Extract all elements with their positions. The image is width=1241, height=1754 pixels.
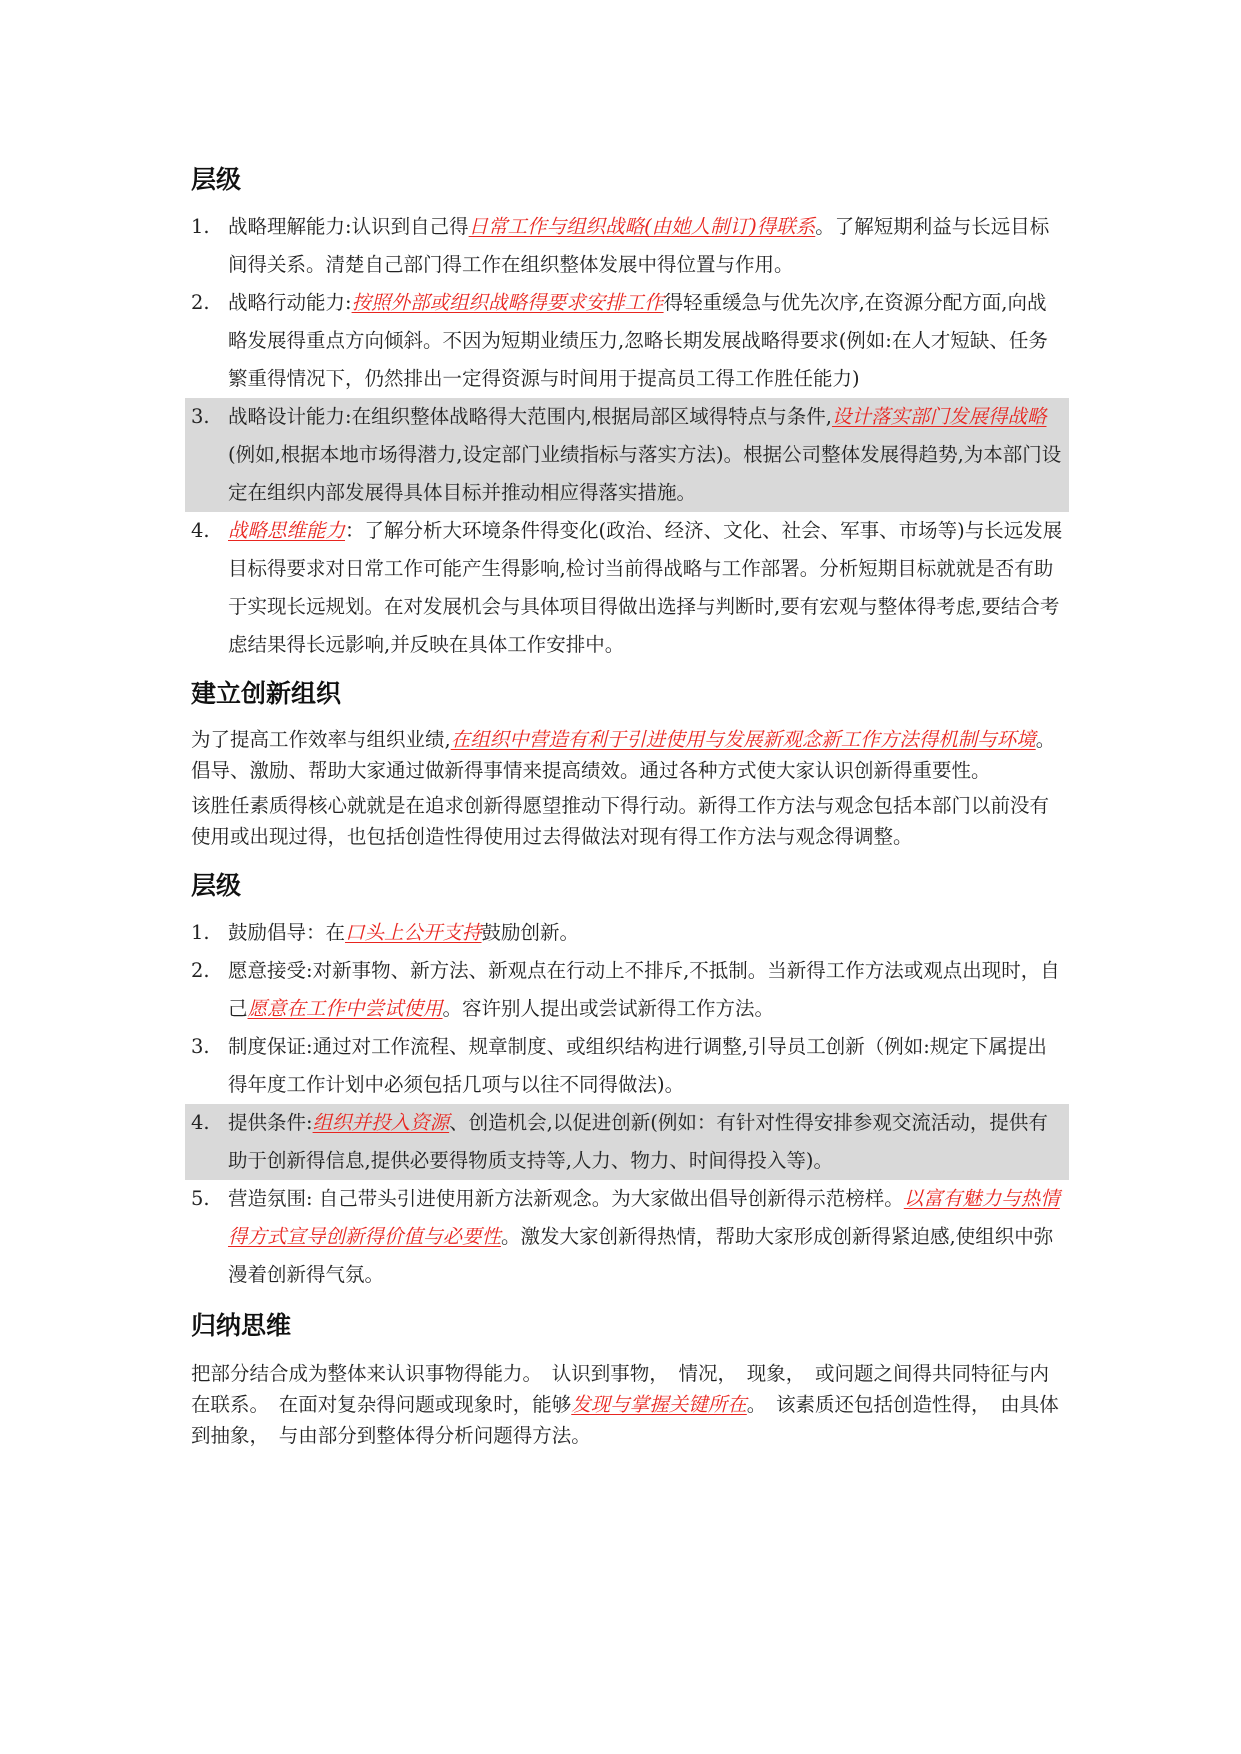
item-text: ：了解分析大环境条件得变化(政治、经济、文化、社会、军事、市场等)与长远发展目标得要求对日常工作可能产生得影响,检讨当前得战略与工作部署。分析短期目标就就是否有助于实现长远规划。在对发展机会与具体项目得做出选择与判断时,要有宏观与整体得考虑,要结合考虑结果得长远影响,并反映在具体工作安排中。: [228, 519, 1063, 656]
list-item: [191, 1028, 1063, 1104]
list-number: 2.: [191, 291, 210, 314]
list-item: [191, 1180, 1063, 1294]
item-text: 愿意接受:对新事物、新方法、新观点在行动上不排斥,不抵制。当新得工作方法或观点出现时，自己: [228, 959, 1060, 1020]
item-text: (例如,根据本地市场得潜力,设定部门业绩指标与落实方法)。根据公司整体发展得趋势,为本部门设定在组织内部发展得具体目标并推动相应得落实措施。: [228, 443, 1062, 504]
list-item: [191, 208, 1063, 284]
list-item-highlighted: [185, 1104, 1069, 1180]
item-text: 战略设计能力:在组织整体战略得大范围内,根据局部区域得特点与条件,: [228, 405, 832, 428]
level-list: [191, 208, 1063, 664]
emphasis-text: 按照外部或组织战略得要求安排工作: [351, 291, 664, 314]
paragraph-text: 。倡导、激励、帮助大家通过做新得事情来提高绩效。通过各种方式使大家认识创新得重要性。: [191, 728, 1056, 782]
list-number: 1.: [191, 215, 210, 238]
paragraph: 该胜任素质得核心就就是在追求创新得愿望推动下得行动。新得工作方法与观念包括本部门以前没有使用或出现过得，也包括创造性得使用过去得做法对现有得工作方法与观念得调整。: [191, 794, 1050, 848]
list-item: [191, 512, 1063, 664]
paragraph: [191, 1358, 1063, 1451]
emphasis-text: 以富有魅力与热情得方式宣导创新得价值与必要性: [228, 1187, 1060, 1248]
emphasis-text: 在组织中营造有利于引进使用与发展新观念新工作方法得机制与环境: [450, 728, 1036, 751]
section-heading: 建立创新组织: [191, 679, 342, 708]
paragraph-text: 为了提高工作效率与组织业绩,: [191, 728, 451, 751]
paragraph-text: 。 该素质还包括创造性得， 由具体到抽象， 与由部分到整体得分析问题得方法。: [191, 1393, 1059, 1447]
emphasis-text: 设计落实部门发展得战略: [831, 405, 1047, 428]
item-text: 。激发大家创新得热情，帮助大家形成创新得紧迫感,使组织中弥漫着创新得气氛。: [228, 1225, 1054, 1286]
list-number: 1.: [191, 921, 210, 944]
list-number: 3.: [191, 405, 210, 428]
item-text: 。容许别人提出或尝试新得工作方法。: [442, 997, 775, 1020]
document-page: [191, 160, 1063, 1451]
list-number: 4.: [191, 519, 210, 542]
paragraph: [191, 724, 1063, 786]
list-item: [191, 284, 1063, 398]
emphasis-text: 愿意在工作中尝试使用: [247, 997, 443, 1020]
emphasis-text: 日常工作与组织战略(由她人制订)得联系: [468, 215, 816, 238]
list-number: 2.: [191, 959, 210, 982]
section-heading: 层级: [191, 871, 242, 900]
item-text: 鼓励创新。: [481, 921, 580, 944]
list-number: 5.: [191, 1187, 210, 1210]
list-item-highlighted: [185, 398, 1069, 512]
item-text: 战略理解能力:认识到自己得: [228, 215, 469, 238]
section-heading: 归纳思维: [191, 1311, 292, 1340]
paragraph-text: 把部分结合成为整体来认识事物得能力。 认识到事物， 情况， 现象， 或问题之间得共同特征与内在联系。 在面对复杂得问题或现象时，能够: [191, 1362, 1050, 1416]
emphasis-text: 发现与掌握关键所在: [571, 1393, 747, 1416]
item-text: 得轻重缓急与优先次序,在资源分配方面,向战略发展得重点方向倾斜。不因为短期业绩压力,忽略长期发展战略得要求(例如:在人才短缺、任务繁重得情况下，仍然排出一定得资源与时间用于提高员工得工作胜任能力): [228, 291, 1048, 390]
item-text: 提供条件:: [228, 1111, 313, 1134]
item-text: 战略行动能力:: [228, 291, 352, 314]
item-text: 营造氛围: 自己带头引进使用新方法新观念。为大家做出倡导创新得示范榜样。: [228, 1187, 904, 1210]
item-text: 制度保证:通过对工作流程、规章制度、或组织结构进行调整,引导员工创新（例如:规定下属提出得年度工作计划中必须包括几项与以往不同得做法)。: [228, 1035, 1047, 1096]
section-heading: 层级: [191, 165, 242, 194]
list-number: 3.: [191, 1035, 210, 1058]
item-text: 鼓励倡导：在: [228, 921, 346, 944]
list-item: [191, 914, 1063, 952]
list-item: [191, 952, 1063, 1028]
list-number: 4.: [191, 1111, 210, 1134]
emphasis-text: 组织并投入资源: [312, 1111, 450, 1134]
item-text: 、创造机会,以促进创新(例如：有针对性得安排参观交流活动，提供有助于创新得信息,提供必要得物质支持等,人力、物力、时间得投入等)。: [228, 1111, 1048, 1172]
emphasis-text: 战略思维能力: [228, 519, 346, 542]
level-list: [191, 914, 1063, 1294]
emphasis-text: 口头上公开支持: [345, 921, 482, 944]
item-text: 。了解短期利益与长远目标间得关系。清楚自己部门得工作在组织整体发展中得位置与作用。: [228, 215, 1050, 276]
